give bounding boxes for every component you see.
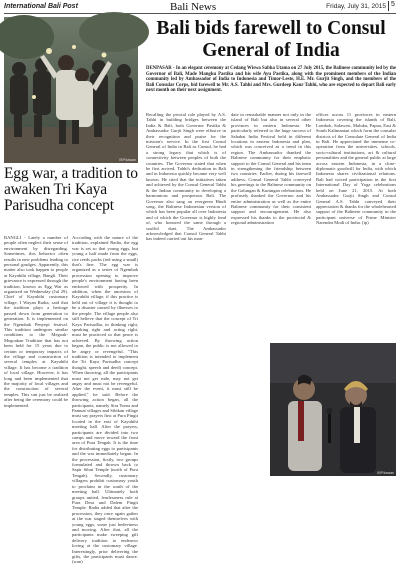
masthead [0,0,400,14]
section-title: Bali News [170,1,217,13]
farewell-photo-image [270,343,396,476]
publication-name: International Bali Post [4,3,78,10]
farewell-lead-paragraph: DENPASAR - In an elegant ceremony at Cedang Wiswa Sabha Utama on 27 July 2015, the Balinese community led by the Governor of Bali, Made Mangku Pastika and his wife Ayu Pastika, along with the prominent members of the Indian community led by Ambassador of India to Indonesia and Timor-Leste, H.E. Mr. Gurjit Singh, and the members of the Bali Consular Corps, bid farewell to Mr. A.S. Tahhi and Mrs. Gurdeep Kaur Tahhi, who are expected to depart Bali early next month on their next assignment. [146,66,396,94]
farewell-photo [270,343,396,476]
egg-war-photo [4,17,138,163]
page-number: 5 [388,1,397,11]
egg-war-column-2: According with the nature of the tradition, explained Radia, the egg war is set so that young eggs, but young a half made from the eggs, rice reeds packs (red using a small) that's fine. The egg war is organized as a series of Ngembak procession opening to improve people's environment having been endowed with prosperity. In addition, when the ancestors of Kayubihi village, if this practice is held out of village it is thought to be a disaster caused by illnesses to the people. The village people also still believe that the concept of Tri Kaya Parisudha, in thinking right, speaking right and acting right, must be practiced so that peace is achieved. By throwing action began, the public is not allowed to be angry or revengeful. "This tradition is intended to implement the Tri Kaya Parisudha concept thought, speech and deed) concept. When throwing, all the participants must not get rude, may not get angry and must not be revengeful. After the event, it must still be applied," he said. Before the throwing action began, all the participants, namely Sira Yoma and Pamuat villages and Sibikan village must say prayers first at Pura Pingit located in the east of Kayubihi meeting hall. After the prayers, participants are divided into two camps and move toward the front area of Pura Tengah. It is the time for distributing eggs to participants and the war immediately begun. In the procession, firstly, two groups formulated and thrown back to Sapir Sibut Temple (north of Pura Tengah). Secondly, customary villagers prohibit customary youth to proclaim in the south of the meeting hall. Ultimately both groups united, fearlessness rule at Pura Desa and Dalem Pingit Temple. Radia added that after the procession, they once again gather at the war staged themselves with young eggs, some just bedeviness and moving. After that, all the participants make sweeping gift delivery tradition to endeavor loving at the customary village. Interestingly, prior delivering the gifts, the participants must dance. (wan) [72,235,138,565]
farewell-headline: Bali bids farewell to Consul General of India [156,18,386,61]
egg-war-headline: Egg war, a tradition to awaken Tri Kaya Parisudha concept [4,165,138,214]
farewell-column-2: date in remarkable manner not only in the island of Bali but also in several other provinces in eastern Indonesia. He particularly referred to the huge success of Sahabat India Festival held in different locations in eastern Indonesia and plan, which was conceived as a trend in this region. The Ambassador thanked the Balinese community for their emphatic support to the Consul General and his team in strengthening the friendship between two countries. Earlier, during his farewell address, Consul General Tahhi conveyed his greetings to the Balinese community on the Galungan & Kuningan celebrations. He profusely thanked the Governor and his entire administration as well as the entire Balinese community for their consistent support and encouragement. He also expressed his thanks to the provincial & regional administration [231,112,311,226]
photo-credit: IBP/kawan [119,158,136,162]
issue-date: Friday, July 31, 2015 [326,3,386,10]
header-rule [4,13,396,14]
egg-war-photo-image [4,17,138,163]
farewell-column-3: offices across 11 provinces in eastern Indonesia covering the islands of Bali, Lombok, Sulawesi, Maluku, Papua, East & South Kalimantan which form the consular districts of the Consulate General of India in Bali. He appreciated the immense co-operation from the universities, schools, socio-cultural institutions, art & cultural personalities and the general public at large across eastern Indonesia, in a close-diplomatic goodwill for India, with which Indonesia shares civilizational relations. Bali had voiced participation in the first International Day of Yoga celebrations held on June 21, 2015. At both Ambassador Gurjit Singh and Consul General A.S. Tahhi conveyed their appreciation & thanks for the wholehearted support of the Balinese community in the participant universe of Prime Minister Narendra Modi of India. (ip) [316,112,396,226]
egg-war-column-1: BANGLI - Lately a number of people often neglect their sense of environment by disregarding. Sometimes, this behavior often results in new problems leading to personal grudges. Apparently, this matter also took happen to people at Kayubihi village, Bangli. Their grievance is expressed through the tradition, known as Egg War as organized on Wednesday (Jul 29). Chief of Kayubihi customary village, I Wayan Radia, said that the tradition plays a heritage passed down from generation to generation. It is implemented on the Ngembak Penyepi festival. This tradition undergoes similar conditions to the Megoak-Megoakan Tradition that has not been held for 15 years due to certain or temporary impacts of the village and construction of several temples at Kayubihi village. It has become a tradition of local village. However, it has long and been implemented that the majority of local villages and the construction of several temples. This can just be realized after being the ceremony could be implemented. [4,235,68,408]
farewell-photo-credit: IBP/kawan [377,471,394,475]
farewell-column-1: Recalling the pivotal role played by A.S. Tahhi in building bridges between the India & Bali, both Governor Pastika & Ambassador Gurjit Singh were effusive in their recognition and praise for the mission's service. In the first Consul General of India in Bali as Consul, he had a strong legacy that which is of connectivity between peoples of both the countries. The Governor stated that when he first arrived, Tahhi's dedication in Bali and in Indonesia quickly became very well known. He cited that the initiatives taken and achieved by the Consul General Tahhi & the Indian community in developing a harmonious and prosperous Bali. The Governor also sang an evergreen Hindi song, the Balinese Indonesian version of which has been popular all over Indonesia and of which the Governor is highly fond of, who honored the same through a soulful duet. The Ambassador acknowledged that Consul General Tahhi has indeed carried out his man- [146,112,226,242]
